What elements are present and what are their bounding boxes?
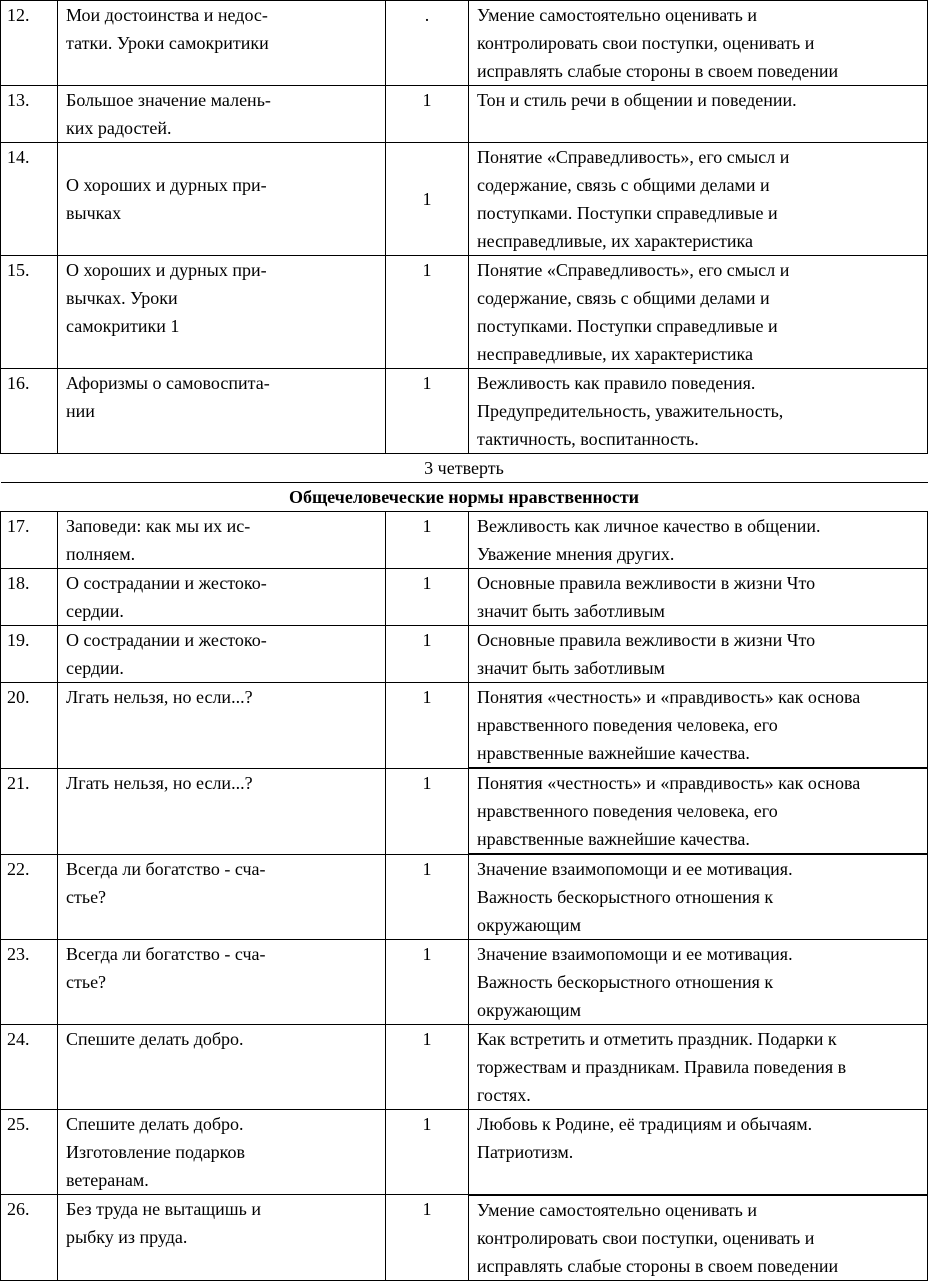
description-line: торжествам и праздникам. Правила поведения в <box>477 1057 847 1077</box>
topic-line: Большое значение малень- <box>66 90 271 110</box>
description-line: Умение самостоятельно оценивать и <box>477 1199 757 1220</box>
lesson-description <box>469 683 928 769</box>
topic-line: нии <box>66 401 95 421</box>
description-line: исправлять слабые стороны в своем поведении <box>477 1255 839 1276</box>
lesson-description <box>469 768 928 854</box>
table-row <box>1 569 928 626</box>
hours-count: 1 <box>386 940 469 1025</box>
lesson-topic <box>58 143 386 256</box>
topic-line: Афоризмы о самовоспита- <box>66 373 270 393</box>
topic-line: О хороших и дурных при- <box>66 175 267 195</box>
hours-count: 1 <box>386 626 469 683</box>
description-line: нравственного поведения человека, его <box>477 801 778 821</box>
hours-count: 1 <box>386 1025 469 1110</box>
description-line: Понятие «Справедливость», его смысл и <box>477 147 790 167</box>
table-row <box>1 1025 928 1110</box>
topic-line: О сострадании и жестоко- <box>66 630 267 650</box>
table-body-lower <box>1 512 928 1281</box>
lesson-topic <box>58 369 386 454</box>
topic-line: сердии. <box>66 601 124 621</box>
row-number: 20. <box>1 683 58 769</box>
topic-line: самокритики 1 <box>66 316 180 336</box>
topic-line: ких радостей. <box>66 118 172 138</box>
topic-line: татки. Уроки самокритики <box>66 33 269 53</box>
row-number: 19. <box>1 626 58 683</box>
row-number: 26. <box>1 1195 58 1281</box>
topic-line: Лгать нельзя, но если...? <box>66 772 253 793</box>
lesson-topic <box>58 86 386 143</box>
table-row <box>1 512 928 569</box>
description-line: значит быть заботливым <box>477 601 665 621</box>
topic-line: вычках. Уроки <box>66 288 178 308</box>
lesson-description <box>469 86 928 143</box>
topic-line: ветеранам. <box>66 1170 149 1190</box>
topic-line: Заповеди: как мы их ис- <box>66 516 251 536</box>
topic-line: Спешите делать добро. <box>66 1114 244 1134</box>
lesson-topic <box>58 1025 386 1110</box>
table-row <box>1 86 928 143</box>
table-row <box>1 1110 928 1195</box>
hours-count: 1 <box>386 1195 469 1281</box>
description-line: исправлять слабые стороны в своем поведении <box>477 61 839 81</box>
lesson-topic <box>58 569 386 626</box>
lesson-topic <box>58 626 386 683</box>
description-line: тактичность, воспитанность. <box>477 429 699 449</box>
section-row <box>1 483 928 512</box>
hours-count: 1 <box>386 569 469 626</box>
description-line: Патриотизм. <box>477 1142 574 1162</box>
row-number: 15. <box>1 256 58 369</box>
description-line: Как встретить и отметить праздник. Подарки к <box>477 1029 837 1049</box>
lesson-description <box>469 1025 928 1110</box>
table-row <box>1 768 928 854</box>
description-line: нравственные важнейшие качества. <box>477 743 750 763</box>
row-number: 23. <box>1 940 58 1025</box>
topic-line: стье? <box>66 886 107 907</box>
section-title: Общечеловеческие нормы нравственности <box>1 483 928 512</box>
table-row <box>1 940 928 1025</box>
lesson-description <box>469 626 928 683</box>
hours-count: 1 <box>386 256 469 369</box>
description-line: Понятие «Справедливость», его смысл и <box>477 260 790 280</box>
hours-count: 1 <box>386 369 469 454</box>
table-row <box>1 1 928 86</box>
lesson-topic <box>58 512 386 569</box>
topic-line: Без труда не вытащишь и <box>66 1199 262 1219</box>
description-line: Значение взаимопомощи и ее мотивация. <box>477 944 793 964</box>
row-number: 21. <box>1 768 58 854</box>
lesson-description <box>469 512 928 569</box>
row-number: 16. <box>1 369 58 454</box>
row-number: 24. <box>1 1025 58 1110</box>
row-number: 17. <box>1 512 58 569</box>
description-line: Умение самостоятельно оценивать и <box>477 5 757 25</box>
lesson-description <box>469 1 928 86</box>
lesson-topic <box>58 1195 386 1281</box>
description-line: Вежливость как личное качество в общении. <box>477 516 821 536</box>
row-number: 12. <box>1 1 58 86</box>
hours-count: 1 <box>386 86 469 143</box>
description-line: контролировать свои поступки, оценивать и <box>477 1227 815 1248</box>
description-line: поступками. Поступки справедливые и <box>477 203 778 223</box>
hours-count: 1 <box>386 854 469 940</box>
topic-line: Изготовление подарков <box>66 1142 246 1162</box>
description-line: окружающим <box>477 1000 582 1020</box>
table-row <box>1 683 928 769</box>
lesson-description <box>469 143 928 256</box>
lesson-topic <box>58 1110 386 1195</box>
description-line: содержание, связь с общими делами и <box>477 288 770 308</box>
description-line: Вежливость как правило поведения. <box>477 373 756 393</box>
topic-line: Всегда ли богатство - сча- <box>66 944 266 964</box>
lesson-description <box>469 256 928 369</box>
description-line: Любовь к Родине, её традициям и обычаям. <box>477 1114 813 1134</box>
quarter-label: 3 четверть <box>1 454 928 483</box>
row-number: 22. <box>1 854 58 940</box>
quarter-row <box>1 454 928 483</box>
description-line: Уважение мнения других. <box>477 544 675 564</box>
lesson-description <box>469 369 928 454</box>
lesson-topic <box>58 768 386 854</box>
table-body-upper <box>1 1 928 454</box>
lesson-description <box>469 569 928 626</box>
lesson-description <box>469 1110 928 1195</box>
hours-count: 1 <box>386 143 469 256</box>
topic-line: О хороших и дурных при- <box>66 260 267 280</box>
topic-line: полняем. <box>66 544 136 564</box>
table-row <box>1 854 928 940</box>
description-line: контролировать свои поступки, оценивать и <box>477 33 815 53</box>
hours-count: 1 <box>386 512 469 569</box>
description-line: несправедливые, их характеристика <box>477 231 754 251</box>
table-row <box>1 626 928 683</box>
description-line: нравственные важнейшие качества. <box>477 829 750 849</box>
description-line: Понятия «честность» и «правдивость» как основа <box>477 687 861 707</box>
row-number: 25. <box>1 1110 58 1195</box>
lesson-topic <box>58 1 386 86</box>
hours-count: . <box>386 1 469 86</box>
topic-line: вычках <box>66 203 122 223</box>
table-row <box>1 369 928 454</box>
topic-line: Лгать нельзя, но если...? <box>66 687 253 707</box>
table-row <box>1 1195 928 1281</box>
description-line: поступками. Поступки справедливые и <box>477 316 778 336</box>
description-line: Значение взаимопомощи и ее мотивация. <box>477 859 793 879</box>
description-line: окружающим <box>477 915 582 935</box>
lesson-description <box>469 940 928 1025</box>
table-row <box>1 256 928 369</box>
topic-line: О сострадании и жестоко- <box>66 573 267 593</box>
description-line: Основные правила вежливости в жизни Что <box>477 573 816 593</box>
topic-line: Мои достоинства и недос- <box>66 5 268 25</box>
hours-count: 1 <box>386 683 469 769</box>
description-line: несправедливые, их характеристика <box>477 344 754 364</box>
description-line: Понятия «честность» и «правдивость» как основа <box>477 773 861 793</box>
quarter-header <box>1 454 928 512</box>
topic-line: сердии. <box>66 658 124 678</box>
lesson-description <box>469 854 928 940</box>
row-number: 13. <box>1 86 58 143</box>
row-number: 18. <box>1 569 58 626</box>
description-line: Тон и стиль речи в общении и поведении. <box>477 90 797 110</box>
topic-line: Спешите делать добро. <box>66 1029 244 1049</box>
lesson-topic <box>58 683 386 769</box>
hours-count: 1 <box>386 1110 469 1195</box>
description-line: значит быть заботливым <box>477 658 665 678</box>
description-line: нравственного поведения человека, его <box>477 715 778 735</box>
description-line: гостях. <box>477 1085 531 1105</box>
lesson-topic <box>58 256 386 369</box>
description-line: содержание, связь с общими делами и <box>477 175 770 195</box>
hours-count: 1 <box>386 768 469 854</box>
description-line: Важность бескорыстного отношения к <box>477 972 774 992</box>
description-line: Предупредительность, уважительность, <box>477 401 784 421</box>
lesson-topic <box>58 854 386 940</box>
description-line: Важность бескорыстного отношения к <box>477 887 774 907</box>
topic-line: Всегда ли богатство - сча- <box>66 858 266 879</box>
topic-line: стье? <box>66 972 107 992</box>
description-line: Основные правила вежливости в жизни Что <box>477 630 816 650</box>
lesson-description <box>469 1195 928 1281</box>
topic-line: рыбку из пруда. <box>66 1227 188 1247</box>
table-row <box>1 143 928 256</box>
row-number: 14. <box>1 143 58 256</box>
lesson-topic <box>58 940 386 1025</box>
